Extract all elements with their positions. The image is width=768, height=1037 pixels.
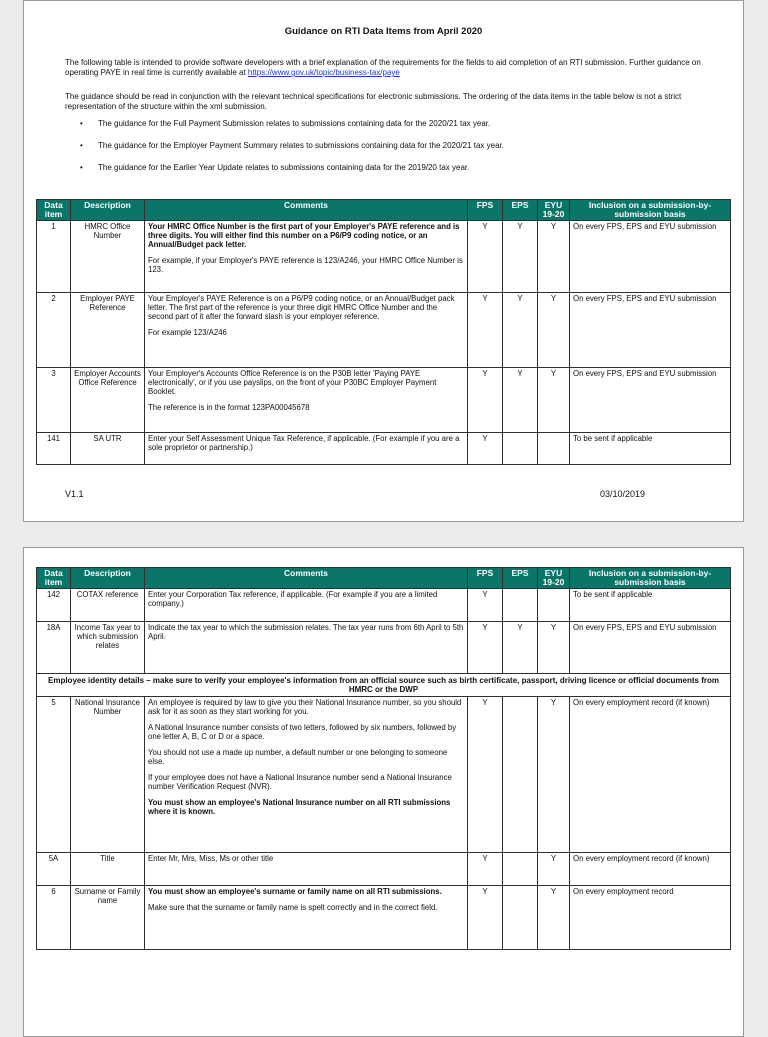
cell-description: Employer Accounts Office Reference [71,368,145,433]
comment-text: For example 123/A246 [148,328,227,337]
cell-inclusion: On every FPS, EPS and EYU submission [570,221,731,293]
table-row [37,886,731,950]
comment-text: The reference is in the format 123PA00045678 [148,403,310,412]
cell-comments [145,853,468,886]
table-row [37,853,731,886]
cell-description: Employer PAYE Reference [71,293,145,368]
cell-eps: Y [503,293,538,368]
table-row [37,697,731,853]
header-eps: EPS [503,568,538,589]
cell-fps: Y [468,589,503,622]
header-data-item: Data item [37,568,71,589]
cell-inclusion: On every employment record [570,886,731,950]
cell-description: National Insurance Number [71,697,145,853]
cell-inclusion: To be sent if applicable [570,433,731,465]
cell-fps: Y [468,221,503,293]
cell-fps: Y [468,886,503,950]
comment-text: An employee is required by law to give you their National Insurance number, so you should ask for it as soon as they start working for you. [148,698,462,716]
rti-data-table-continued [36,567,731,950]
bullet-item: • The guidance for the Employer Payment Summary relates to submissions containing data for the 2020/21 tax year. [80,141,504,150]
cell-item: 142 [37,589,71,622]
comment-text: You must show an employee's National Insurance number on all RTI submissions where it is known. [148,798,451,816]
cell-eyu [538,433,570,465]
header-comments: Comments [145,568,468,589]
comment-text: Your Employer's PAYE Reference is on a P6/P9 coding notice, or an Annual/Budget pack letter. The first part of the reference is your three digit HMRC Office Number and the second part of it after the forward slash is your employer reference. [148,294,455,321]
header-inclusion: Inclusion on a submission-by-submission basis [570,568,731,589]
cell-eps: Y [503,368,538,433]
comment-text: For example, if your Employer's PAYE reference is 123/A246, your HMRC Office Number is 123. [148,256,463,274]
cell-comments [145,433,468,465]
cell-comments [145,221,468,293]
cell-eps: Y [503,622,538,674]
cell-inclusion: To be sent if applicable [570,589,731,622]
cell-item: 18A [37,622,71,674]
bullet-item: • The guidance for the Earlier Year Update relates to submissions containing data for the 2019/20 tax year. [80,163,470,172]
cell-eps: Y [503,221,538,293]
cell-comments [145,293,468,368]
cell-eyu: Y [538,622,570,674]
cell-inclusion: On every employment record (if known) [570,853,731,886]
cell-item: 2 [37,293,71,368]
cell-eps [503,433,538,465]
cell-description: SA UTR [71,433,145,465]
bullet-list [80,119,720,185]
bullet-icon: • [80,119,83,128]
comment-text: If your employee does not have a National Insurance number send a National Insurance number Verification Request (NVR). [148,773,452,791]
comment-text: Enter Mr, Mrs, Miss, Ms or other title [148,854,274,863]
cell-item: 3 [37,368,71,433]
bullet-icon: • [80,163,83,172]
cell-item: 1 [37,221,71,293]
cell-eyu: Y [538,221,570,293]
comment-text: Your Employer's Accounts Office Reference is on the P30B letter 'Paying PAYE electronically', or if you use payslips, on the front of your P30BC Employer Payment Booklet. [148,369,437,396]
cell-description: Surname or Family name [71,886,145,950]
table-row [37,589,731,622]
cell-fps: Y [468,622,503,674]
header-fps: FPS [468,200,503,221]
cell-item: 6 [37,886,71,950]
table-row [37,221,731,293]
cell-eps [503,697,538,853]
cell-comments [145,697,468,853]
comment-text: A National Insurance number consists of two letters, followed by six numbers, followed by one letter A, B, C or D or a space. [148,723,457,741]
table-row [37,622,731,674]
header-description: Description [71,200,145,221]
cell-description: HMRC Office Number [71,221,145,293]
table-row [37,433,731,465]
cell-inclusion: On every FPS, EPS and EYU submission [570,622,731,674]
cell-fps: Y [468,293,503,368]
cell-eps [503,886,538,950]
cell-eyu: Y [538,368,570,433]
page-title: Guidance on RTI Data Items from April 2020 [284,26,483,37]
paye-guidance-link[interactable]: https://www.gov.uk/topic/business-tax/paye [247,68,400,77]
cell-eyu: Y [538,697,570,853]
comment-text: Your HMRC Office Number is the first part of your Employer's PAYE reference and is three digits. You will either find this number on a P6/P9 coding notice, or an Annual/Budget pack letter. [148,222,460,249]
cell-fps: Y [468,433,503,465]
comment-text: Enter your Corporation Tax reference, if applicable. (For example if you are a limited company.) [148,590,438,608]
intro-paragraph-2: The guidance should be read in conjunction with the relevant technical specifications for electronic submissions. The ordering of the data items in the table below is not a strict representation of the structure within the xml submission. [65,92,682,111]
cell-fps: Y [468,368,503,433]
cell-inclusion: On every employment record (if known) [570,697,731,853]
cell-fps: Y [468,697,503,853]
cell-comments [145,886,468,950]
cell-eps [503,589,538,622]
cell-inclusion: On every FPS, EPS and EYU submission [570,293,731,368]
cell-item: 5 [37,697,71,853]
header-description: Description [71,568,145,589]
header-eps: EPS [503,200,538,221]
comment-text: You must show an employee's surname or family name on all RTI submissions. [148,887,442,896]
cell-description: COTAX reference [71,589,145,622]
header-fps: FPS [468,568,503,589]
table-row [37,368,731,433]
comment-text: You should not use a made up number, a default number or one belonging to someone else. [148,748,448,766]
cell-inclusion: On every FPS, EPS and EYU submission [570,368,731,433]
cell-description: Title [71,853,145,886]
cell-eyu: Y [538,886,570,950]
table-header-row [37,568,731,589]
header-eyu: EYU 19-20 [538,200,570,221]
header-comments: Comments [145,200,468,221]
cell-description: Income Tax year to which submission relates [71,622,145,674]
section-heading-row [37,674,731,697]
header-eyu: EYU 19-20 [538,568,570,589]
bullet-icon: • [80,141,83,150]
bullet-item: • The guidance for the Full Payment Submission relates to submissions containing data for the 2020/21 tax year. [80,119,491,128]
cell-item: 141 [37,433,71,465]
cell-comments [145,622,468,674]
intro-paragraph-1 [65,58,715,78]
cell-eyu: Y [538,853,570,886]
date-label: 03/10/2019 [599,489,645,499]
cell-eps [503,853,538,886]
comment-text: Make sure that the surname or family name is spelt correctly and in the correct field. [148,903,438,912]
cell-item: 5A [37,853,71,886]
cell-comments [145,589,468,622]
header-inclusion: Inclusion on a submission-by-submission basis [570,200,731,221]
cell-eyu [538,589,570,622]
table-header-row [37,200,731,221]
table-row [37,293,731,368]
comment-text: Indicate the tax year to which the submission relates. The tax year runs from 6th April to 5th April. [148,623,464,641]
cell-fps: Y [468,853,503,886]
document-page-2 [23,547,744,1037]
document-page-1 [23,0,744,522]
section-heading: Employee identity details – make sure to verify your employee's information from an official source such as birth certificate, passport, driving licence or official documents from HMRC or the DWP [37,674,731,697]
intro-text: The following table is intended to provide software developers with a brief explanation of the requirements for the fields to aid completion of an RTI submission. Further guidance on operating PAYE in real time is currently available at [65,58,701,77]
version-label: V1.1 [65,489,84,499]
cell-comments [145,368,468,433]
header-data-item: Data item [37,200,71,221]
rti-data-table [36,199,731,465]
comment-text: Enter your Self Assessment Unique Tax Reference, if applicable. (For example if you are a sole proprietor or partnership.) [148,434,460,452]
cell-eyu: Y [538,293,570,368]
